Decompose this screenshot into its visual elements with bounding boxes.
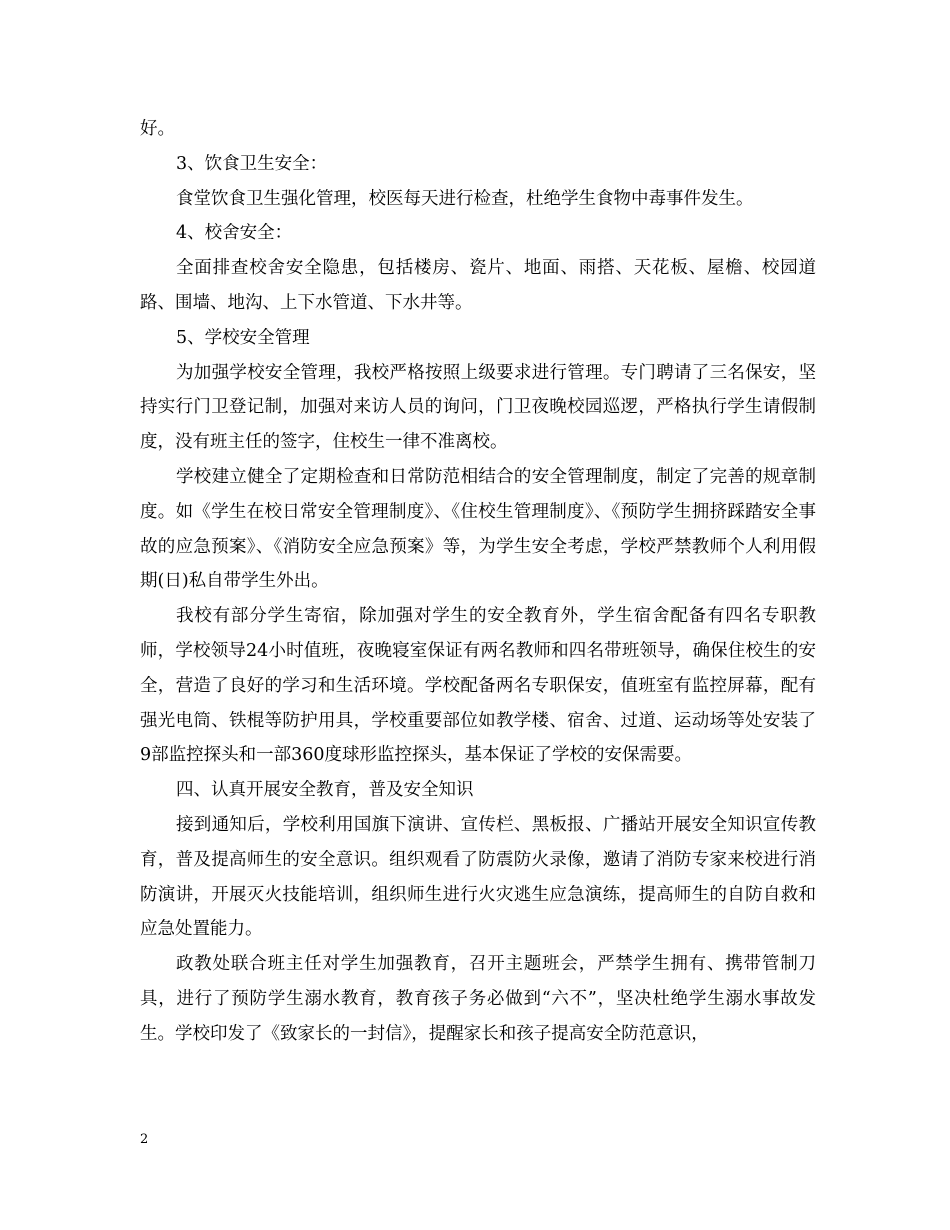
heading-safety-education: 四、认真开展安全教育，普及安全知识: [176, 780, 474, 801]
heading-food-safety: 3、饮食卫生安全：: [176, 153, 328, 174]
document-body: [140, 112, 816, 1052]
paragraph-continuation: 好。: [140, 119, 175, 139]
heading-building-safety: 4、校舍安全：: [176, 223, 293, 244]
page-number: 2: [140, 1132, 149, 1147]
paragraph-management-rules: 学校建立健全了定期检查和日常防范相结合的安全管理制度，制定了完善的规章制度。如《学生在校日常安全管理制度》、《住校生管理制度》、《预防学生拥挤踩踏安全事故的应急预案》、《消防安全应急预案》等，为学生安全考虑，学校严禁教师个人利用假期(日)私自带学生外出。: [140, 466, 816, 592]
paragraph-safety-publicity: 接到通知后，学校利用国旗下演讲、宣传栏、黑板报、广播站开展安全知识宣传教育，普及提高师生的安全意识。组织观看了防震防火录像，邀请了消防专家来校进行消防演讲，开展灭火技能培训，组织师生进行火灾逃生应急演练，提高师生的自防自救和应急处置能力。: [140, 814, 816, 940]
paragraph-security-guards: 为加强学校安全管理，我校严格按照上级要求进行管理。专门聘请了三名保安，坚持实行门卫登记制，加强对来访人员的询问，门卫夜晚校园巡逻，严格执行学生请假制度，没有班主任的签字，住校生一律不准离校。: [140, 362, 816, 453]
paragraph-drowning-prevention: 政教处联合班主任对学生加强教育，召开主题班会，严禁学生拥有、携带管制刀具，进行了预防学生溺水教育，教育孩子务必做到“六不”，坚决杜绝学生溺水事故发生。学校印发了《致家长的一封信》，提醒家长和孩子提高安全防范意识，: [140, 954, 816, 1044]
paragraph-boarding-students: 我校有部分学生寄宿，除加强对学生的安全教育外，学生宿舍配备有四名专职教师，学校领导24小时值班，夜晚寝室保证有两名教师和四名带班领导，确保住校生的安全，营造了良好的学习和生活环境。学校配备两名专职保安，值班室有监控屏幕，配有强光电筒、铁棍等防护用具，学校重要部位如教学楼、宿舍、过道、运动场等处安装了9部监控探头和一部360度球形监控探头，基本保证了学校的安保需要。: [140, 606, 816, 766]
paragraph-food-safety: 食堂饮食卫生强化管理，校医每天进行检查，杜绝学生食物中毒事件发生。: [176, 188, 754, 209]
paragraph-building-safety: 全面排查校舍安全隐患，包括楼房、瓷片、地面、雨搭、天花板、屋檐、校园道路、围墙、地沟、上下水管道、下水井等。: [140, 258, 816, 313]
heading-school-safety-management: 5、学校安全管理: [176, 327, 310, 348]
